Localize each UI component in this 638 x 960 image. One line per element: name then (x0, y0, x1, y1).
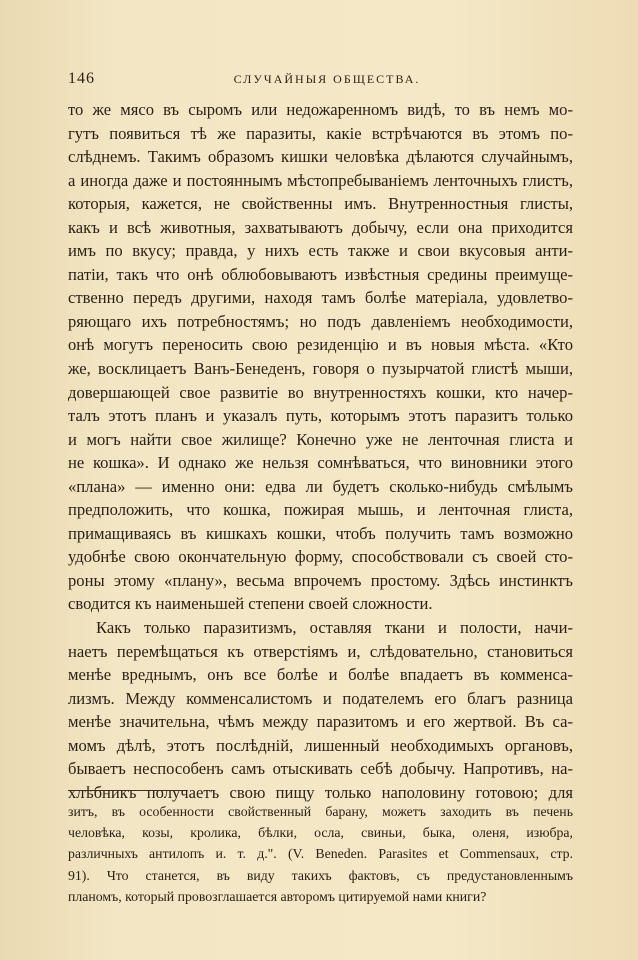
text-line: предположить, что кошка, пожирая мышь, и ленточная глиста, (68, 500, 573, 520)
footnote (68, 801, 573, 907)
text-line: патіи, такъ что онѣ облюбовываютъ извѣстныя средины преимуще- (68, 264, 573, 284)
text-line: сводится къ наименьшей степени своей сложности. (68, 594, 433, 614)
text-line: роны этому «плану», весьма впрочемъ простому. Здѣсь инстинктъ (68, 570, 573, 590)
text-line: же, восклицаетъ Ванъ-Бенеденъ, говоря о пузырчатой глистѣ мыши, (68, 359, 573, 379)
text-line: талъ этотъ планъ и указалъ путь, которымъ этотъ паразитъ только (68, 406, 573, 426)
text-line: а иногда даже и постояннымъ мѣстопребываніемъ ленточныхъ глистъ, (68, 170, 573, 190)
paragraph (68, 616, 573, 804)
text-line: удобнѣе свою окончательную форму, способствовали съ своей сто- (68, 547, 573, 567)
paragraph (68, 98, 573, 616)
running-title: СЛУЧАЙНЫЯ ОБЩЕСТВА. (233, 72, 421, 86)
text-line: и могъ найти свое жилище? Конечно уже не ленточная глиста и (68, 429, 573, 449)
text-line: менѣе вреднымъ, онъ все болѣе и болѣе впадаетъ въ комменса- (68, 665, 573, 685)
text-line: ряющаго ихъ потребностямъ; но подъ давленіемъ необходимости, (68, 311, 573, 331)
text-line: момъ дѣлѣ, этотъ послѣдній, лишенный необходимыхъ органовъ, (68, 735, 573, 755)
footnote-line: различныхъ антилопъ и. т. д.". (V. Beneden. Parasites et Commensaux, стр. (68, 846, 573, 862)
text-line: бываетъ неспособенъ самъ отыскивать себѣ добычу. Напротивъ, на- (68, 759, 573, 779)
page-number: 146 (68, 70, 95, 87)
footnote-line: человѣка, козы, кролика, бѣлки, осла, свиньи, быка, оленя, изюбра, (68, 825, 573, 841)
text-line: онѣ могутъ переносить свою резиденцію и въ новыя мѣста. «Кто (68, 335, 573, 355)
text-line: которыя, кажется, не свойственны имъ. Внутренностныя глисты, (68, 194, 573, 214)
text-line: менѣе значительна, чѣмъ между паразитомъ и его жертвой. Въ са- (68, 712, 573, 732)
footnote-line: 91). Что станется, въ виду такихъ фактовъ, съ предустановленнымъ (68, 867, 573, 883)
text-line: ственно передъ другими, находя тамъ болѣе матеріала, удовлетво- (68, 288, 573, 308)
text-line: имъ по вкусу; правда, у нихъ есть также и свои вкусовыя анти- (68, 241, 573, 261)
text-line: слѣднемъ. Такимъ образомъ кишки человѣка дѣлаются случайнымъ, (68, 147, 573, 167)
main-text (68, 98, 573, 804)
footnote-divider (68, 790, 186, 791)
text-line: какъ и всѣ животныя, захватываютъ добычу, если она приходится (68, 217, 573, 237)
footnote-line: планомъ, который провозглашается авторомъ цитируемой нами книги? (68, 888, 487, 904)
text-line: «плана» — именно они: едва ли будетъ сколько-нибудь смѣлымъ (68, 476, 573, 496)
text-line: довершающей свое развитіе во внутренностяхъ кошки, кто начер- (68, 382, 573, 402)
text-line: гутъ появиться тѣ же паразиты, какіе встрѣчаются въ этомъ по- (68, 123, 573, 143)
text-line: наетъ перемѣщаться къ отверстіямъ и, слѣдовательно, становиться (68, 641, 573, 661)
text-line: не кошка». И однако же нельзя сомнѣваться, что виновники этого (68, 453, 573, 473)
footnote-line: зитъ, въ особенности свойственный барану, можетъ заходить въ печень (68, 804, 573, 819)
text-line: Какъ только паразитизмъ, оставляя ткани и полости, начи- (96, 618, 573, 638)
text-line: лизмъ. Между комменсалистомъ и подателемъ его благъ разница (68, 688, 573, 708)
text-line: то же мясо въ сыромъ или недожаренномъ видѣ, то въ немъ мо- (68, 100, 573, 119)
page-header (68, 70, 586, 92)
text-line: хлѣбникъ получаетъ свою пищу только наполовину готовою; для (68, 782, 573, 802)
text-line: примащиваясь въ кишкахъ кошки, чтобъ получить тамъ возможно (68, 523, 573, 543)
